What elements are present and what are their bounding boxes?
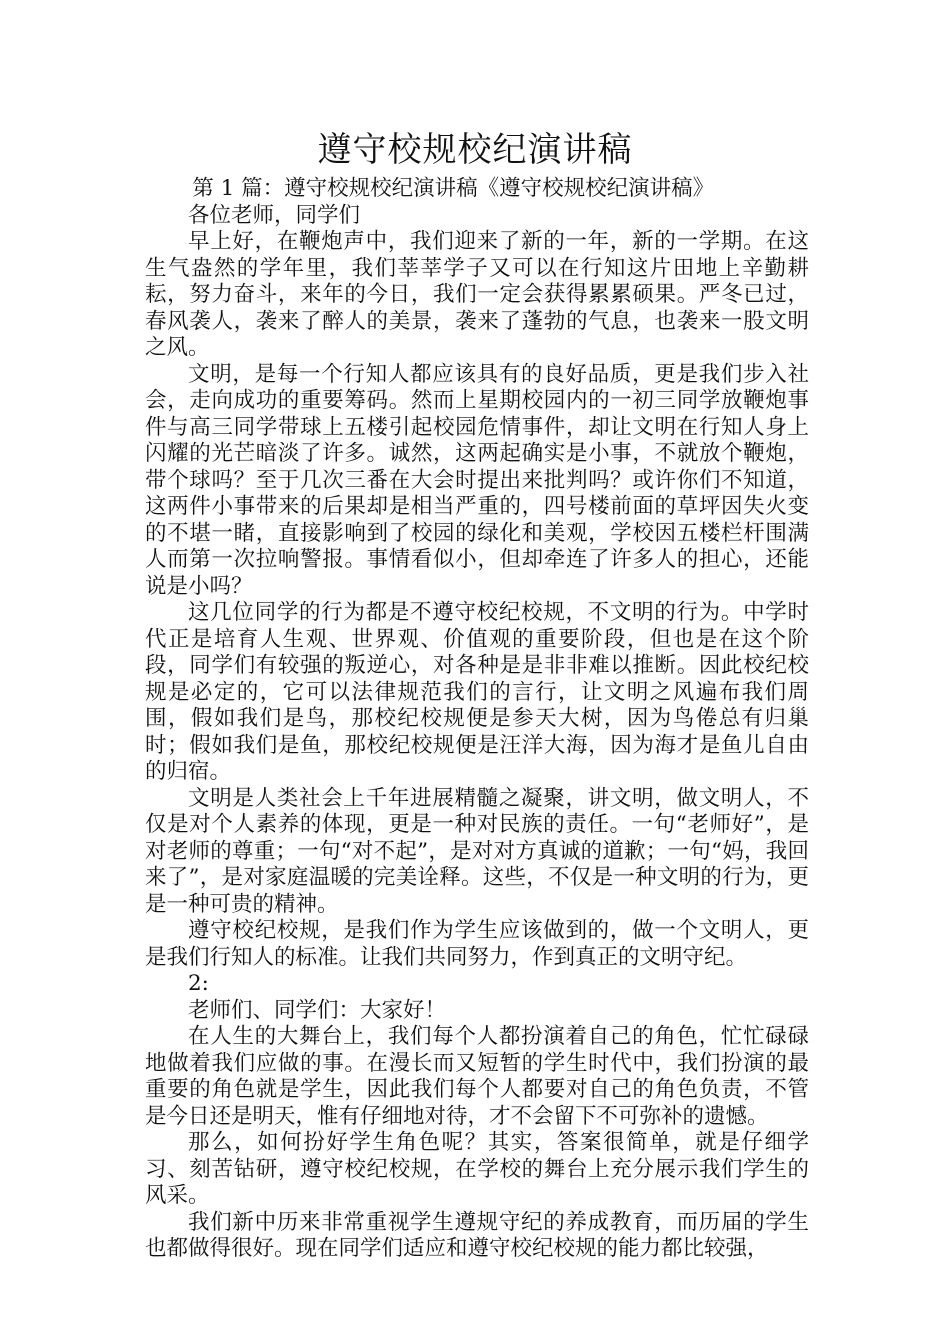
document-title: 遵守校规校纪演讲稿 [317,130,633,170]
paragraph: 这几位同学的行为都是不遵守校纪校规，不文明的行为。中学时代正是培育人生观、世界观、价值观的重要阶段，但也是在这个阶段，同学们有较强的叛逆心，对各种是是非非难以推断。因此校纪校规是必定的，它可以法律规范我们的言行，让文明之风遍布我们周围，假如我们是鸟，那校纪校规便是参天大树，因为鸟倦总有归巢时；假如我们是鱼，那校纪校规便是汪洋大海，因为海才是鱼儿自由的归宿。 [145,600,809,784]
salutation: 各位老师，同学们 [188,202,361,228]
paragraph: 我们新中历来非常重视学生遵规守纪的养成教育，而历届的学生也都做得很好。现在同学们适应和遵守校纪校规的能力都比较强， [145,1209,809,1261]
article-subtitle: 第 1 篇：遵守校规校纪演讲稿《遵守校规校纪演讲稿》 [192,176,715,201]
paragraph: 遵守校纪校规，是我们作为学生应该做到的，做一个文明人，更是我们行知人的标准。让我们共同努力，作到真正的文明守纪。 [145,918,809,970]
paragraph: 在人生的大舞台上，我们每个人都扮演着自己的角色，忙忙碌碌地做着我们应做的事。在漫长而又短暂的学生时代中，我们扮演的最重要的角色就是学生，因此我们每个人都要对自己的角色负责，不管是今日还是明天，惟有仔细地对待，才不会留下不可弥补的遗憾。 [145,1024,809,1129]
paragraph: 文明是人类社会上千年进展精髓之凝聚，讲文明，做文明人，不仅是对个人素养的体现，更是一种对民族的责任。一句“老师好”，是对老师的尊重；一句“对不起”，是对对方真诚的道歉；一句“妈，我回来了”，是对家庭温暖的完美诠释。这些，不仅是一种文明的行为，更是一种可贵的精神。 [145,785,809,917]
document-body [145,176,809,1263]
paragraph: 文明，是每一个行知人都应该具有的良好品质，更是我们步入社会，走向成功的重要筹码。然而上星期校园内的一初三同学放鞭炮事件与高三同学带球上五楼引起校园危情事件，却让文明在行知人身上闪耀的光芒暗淡了许多。诚然，这两起确实是小事，不就放个鞭炮，带个球吗？至于几次三番在大会时提出来批判吗？或许你们不知道，这两件小事带来的后果却是相当严重的，四号楼前面的草坪因失火变的不堪一睹，直接影响到了校园的绿化和美观，学校因五楼栏杆围满人而第一次拉响警报。事情看似小，但却牵连了许多人的担心，还能说是小吗？ [145,361,809,599]
salutation: 老师们、同学们：大家好！ [188,997,447,1023]
paragraph: 早上好，在鞭炮声中，我们迎来了新的一年，新的一学期。在这生气盎然的学年里，我们莘莘学子又可以在行知这片田地上辛勤耕耘，努力奋斗，来年的今日，我们一定会获得累累硕果。严冬已过，春风袭人，袭来了醉人的美景，袭来了蓬勃的气息，也袭来一股文明之风。 [145,229,809,360]
paragraph: 那么，如何扮好学生角色呢？其实，答案很简单，就是仔细学习、刻苦钻研，遵守校纪校规，在学校的舞台上充分展示我们学生的风采。 [145,1130,809,1208]
section-number: 2: [188,971,209,996]
